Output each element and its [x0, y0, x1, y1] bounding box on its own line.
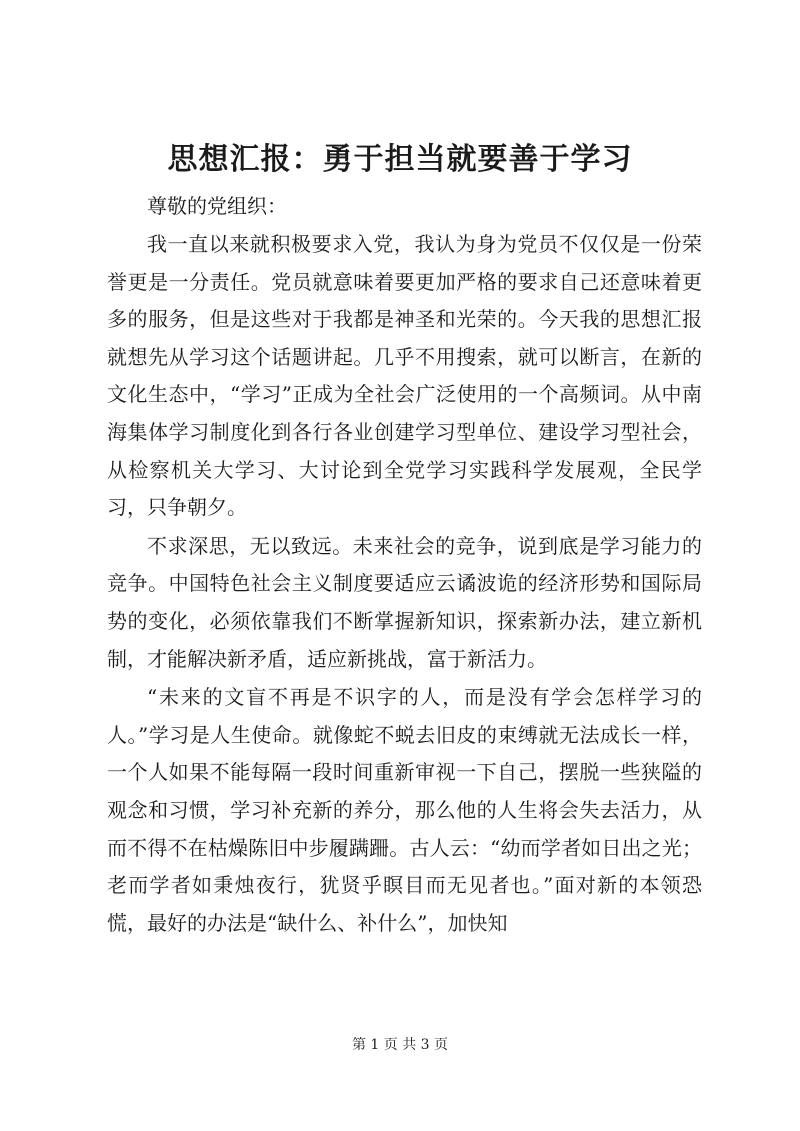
- paragraph-3: “未来的文盲不再是不识字的人，而是没有学会怎样学习的人。”学习是人生使命。就像蛇不蜕去旧皮的束缚就无法成长一样，一个人如果不能每隔一段时间重新审视一下自己，摆脱一些狭隘的观念和习惯，学习补充新的养分，那么他的人生将会失去活力，从而不得不在枯燥陈旧中步履蹒跚。古人云：“幼而学者如日出之光；老而学者如秉烛夜行，犹贤乎瞑目而无见者也。”面对新的本领恐慌，最好的办法是“缺什么、补什么”，加快知: [107, 685, 702, 935]
- document-body: [107, 188, 702, 943]
- page-number: 第 1 页 共 3 页: [351, 1037, 449, 1053]
- greeting: 尊敬的党组织：: [147, 194, 287, 218]
- paragraph-2: 不求深思，无以致远。未来社会的竞争，说到底是学习能力的竞争。中国特色社会主义制度要适应云谲波诡的经济形势和国际局势的变化，必须依靠我们不断掌握新知识，探索新办法，建立新机制，才能解决新矛盾，适应新挑战，富于新活力。: [107, 533, 702, 671]
- paragraph-1: 我一直以来就积极要求入党，我认为身为党员不仅仅是一份荣誉更是一分责任。党员就意味着要更加严格的要求自己还意味着更多的服务，但是这些对于我都是神圣和光荣的。今天我的思想汇报就想先从学习这个话题讲起。几乎不用搜索，就可以断言，在新的文化生态中，“学习”正成为全社会广泛使用的一个高频词。从中南海集体学习制度化到各行各业创建学习型单位、建设学习型社会，从检察机关大学习、大讨论到全党学习实践科学发展观，全民学习，只争朝夕。: [107, 232, 702, 520]
- document-title: 思想汇报：勇于担当就要善于学习: [167, 142, 633, 177]
